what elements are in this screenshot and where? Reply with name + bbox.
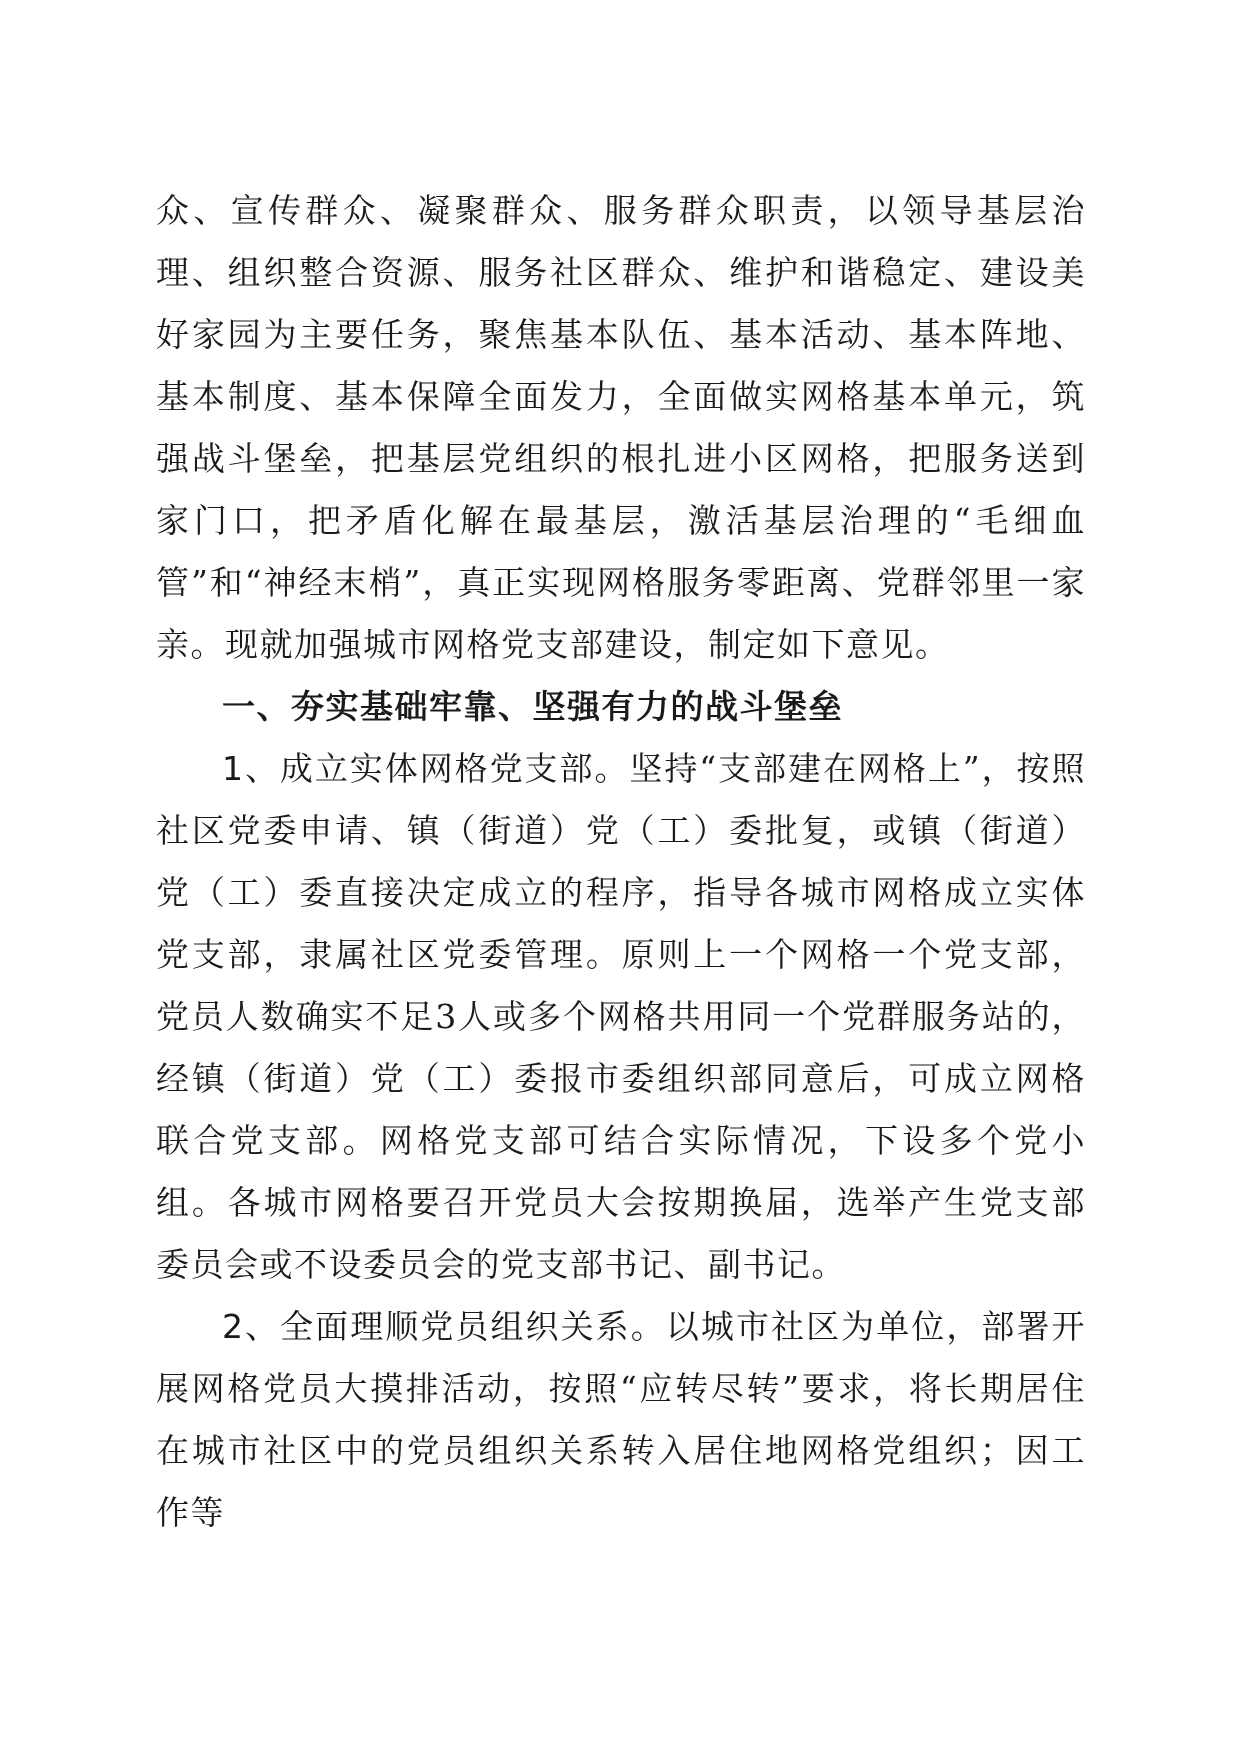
item-2-body: 以城市社区为单位，部署开展网格党员大摸排活动，按照“应转尽转”要求，将长期居住在城市社区中的党员组织关系转入居住地网格党组织；因工作等 (156, 1307, 1086, 1532)
document-body (156, 180, 1086, 1544)
paragraph-item-1 (156, 738, 1086, 1296)
paragraph-intro: 众、宣传群众、凝聚群众、服务群众职责，以领导基层治理、组织整合资源、服务社区群众、维护和谐稳定、建设美好家园为主要任务，聚焦基本队伍、基本活动、基本阵地、基本制度、基本保障全面发力，全面做实网格基本单元，筑强战斗堡垒，把基层党组织的根扎进小区网格，把服务送到家门口，把矛盾化解在最基层，激活基层治理的“毛细血管”和“神经末梢”，真正实现网格服务零距离、党群邻里一家亲。现就加强城市网格党支部建设，制定如下意见。 (156, 191, 1086, 664)
paragraph-item-2 (156, 1296, 1086, 1544)
item-2-lead: 2、全面理顺党员组织关系。 (222, 1307, 666, 1346)
section-heading: 一、夯实基础牢靠、坚强有力的战斗堡垒 (222, 687, 843, 726)
item-1-lead: 1、成立实体网格党支部。 (222, 749, 630, 788)
item-1-body: 坚持“支部建在网格上”，按照社区党委申请、镇（街道）党（工）委批复，或镇（街道）党（工）委直接决定成立的程序，指导各城市网格成立实体党支部，隶属社区党委管理。原则上一个网格一个党支部，党员人数确实不足3人或多个网格共用同一个党群服务站的，经镇（街道）党（工）委报市委组织部同意后，可成立网格联合党支部。网格党支部可结合实际情况，下设多个党小组。各城市网格要召开党员大会按期换届，选举产生党支部委员会或不设委员会的党支部书记、副书记。 (156, 749, 1086, 1284)
